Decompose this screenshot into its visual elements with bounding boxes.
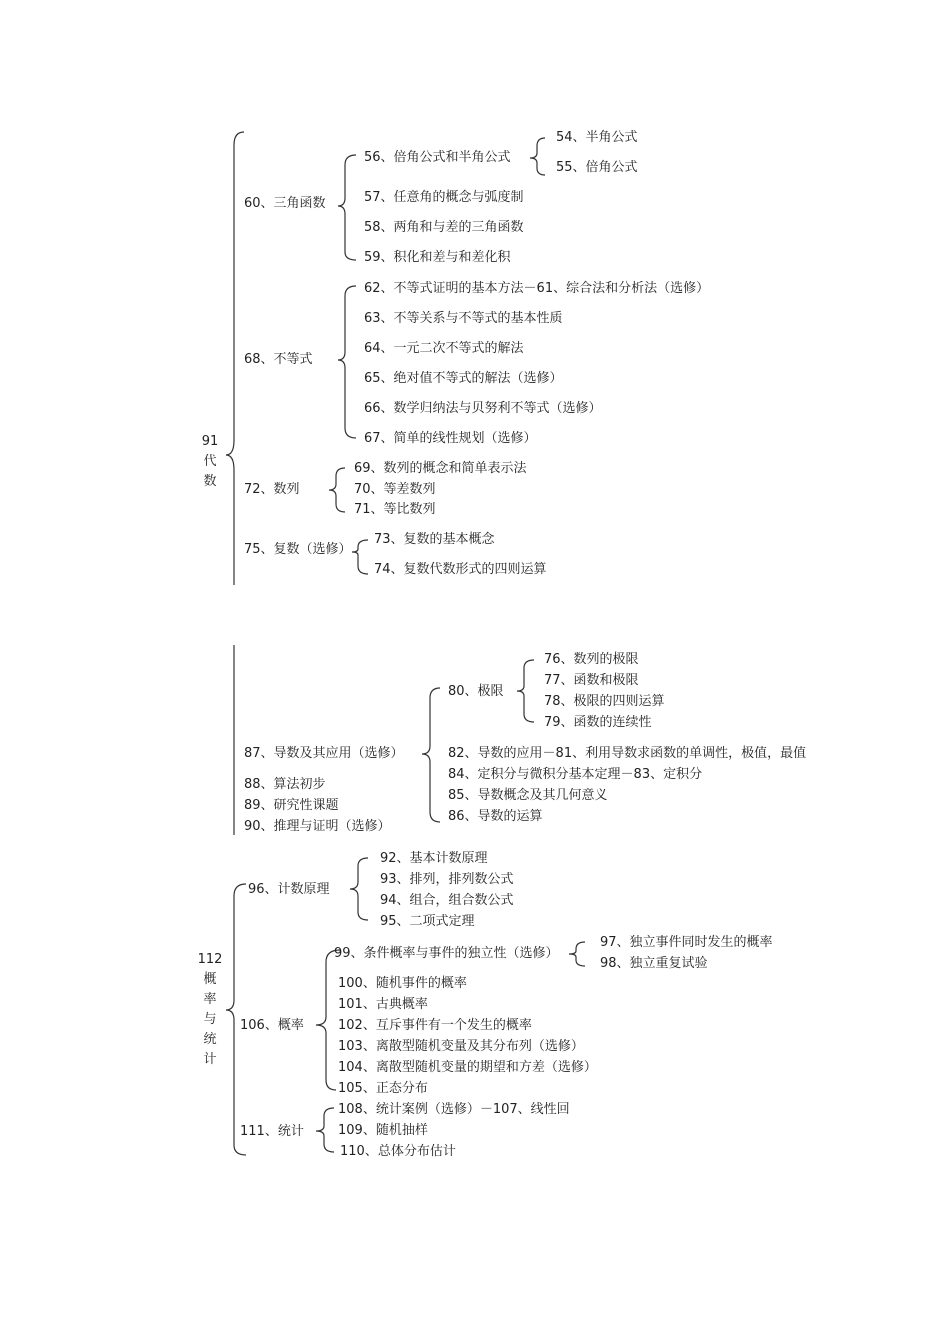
list-item: 74、复数代数形式的四则运算 (374, 562, 547, 577)
list-item: 95、二项式定理 (380, 914, 475, 929)
list-item: 109、随机抽样 (338, 1123, 428, 1138)
list-item: 105、正态分布 (338, 1081, 428, 1096)
list-item: 101、古典概率 (338, 997, 428, 1012)
list-item: 62、不等式证明的基本方法－61、综合法和分析法（选修） (364, 281, 710, 296)
list-item: 102、互斥事件有一个发生的概率 (338, 1018, 532, 1033)
node-97: 97、独立事件同时发生的概率 (600, 935, 773, 950)
node-59: 59、积化和差与和差化积 (364, 250, 511, 265)
root-number: 91 (201, 434, 219, 449)
node-trig: 60、三角函数 (244, 196, 326, 211)
list-item: 85、导数概念及其几何意义 (448, 788, 608, 803)
node-98: 98、独立重复试验 (600, 956, 708, 971)
node-proof: 90、推理与证明（选修） (244, 819, 391, 834)
node-55: 55、倍角公式 (556, 160, 638, 175)
list-item: 104、离散型随机变量的期望和方差（选修） (338, 1060, 597, 1075)
node-57: 57、任意角的概念与弧度制 (364, 190, 524, 205)
list-item: 108、统计案例（选修）－107、线性回 (338, 1102, 570, 1117)
list-item: 94、组合，组合数公式 (380, 893, 514, 908)
list-item: 65、绝对值不等式的解法（选修） (364, 371, 563, 386)
node-research: 89、研究性课题 (244, 798, 339, 813)
list-item: 93、排列，排列数公式 (380, 872, 514, 887)
node-limit: 80、极限 (448, 684, 504, 699)
node-58: 58、两角和与差的三角函数 (364, 220, 524, 235)
list-item: 82、导数的应用－81、利用导数求函数的单调性，极值，最值 (448, 746, 807, 761)
list-item: 71、等比数列 (354, 502, 436, 517)
list-item: 64、一元二次不等式的解法 (364, 341, 524, 356)
list-item: 73、复数的基本概念 (374, 532, 495, 547)
root-char: 统 (203, 1032, 217, 1047)
list-item: 78、极限的四则运算 (544, 694, 665, 709)
list-item: 63、不等关系与不等式的基本性质 (364, 311, 563, 326)
list-item: 92、基本计数原理 (380, 851, 488, 866)
node-sequence: 72、数列 (244, 482, 300, 497)
list-item: 100、随机事件的概率 (338, 976, 467, 991)
list-item: 67、简单的线性规划（选修） (364, 431, 537, 446)
root-char: 数 (203, 474, 217, 489)
list-item: 66、数学归纳法与贝努利不等式（选修） (364, 401, 602, 416)
list-item: 103、离散型随机变量及其分布列（选修） (338, 1039, 584, 1054)
node-complex: 75、复数（选修） (244, 542, 352, 557)
node-algorithm: 88、算法初步 (244, 777, 326, 792)
list-item: 110、总体分布估计 (340, 1144, 456, 1159)
list-item: 79、函数的连续性 (544, 715, 652, 730)
list-item: 86、导数的运算 (448, 809, 543, 824)
node-counting: 96、计数原理 (248, 882, 330, 897)
root-char: 代 (203, 454, 217, 469)
list-item: 70、等差数列 (354, 482, 436, 497)
node-54: 54、半角公式 (556, 130, 638, 145)
node-56: 56、倍角公式和半角公式 (364, 150, 511, 165)
root-number: 112 (197, 952, 223, 967)
list-item: 77、函数和极限 (544, 673, 639, 688)
list-item: 84、定积分与微积分基本定理－83、定积分 (448, 767, 703, 782)
list-item: 69、数列的概念和简单表示法 (354, 461, 527, 476)
node-calculus: 87、导数及其应用（选修） (244, 746, 404, 761)
list-item: 76、数列的极限 (544, 652, 639, 667)
root-char: 概 (203, 972, 217, 987)
root-char: 率 (203, 992, 217, 1007)
root-char: 计 (203, 1052, 217, 1067)
root-char: 与 (203, 1012, 217, 1027)
node-probability: 106、概率 (240, 1018, 304, 1033)
node-99: 99、条件概率与事件的独立性（选修） (334, 946, 559, 961)
node-statistics: 111、统计 (240, 1124, 304, 1139)
node-inequality: 68、不等式 (244, 352, 313, 367)
